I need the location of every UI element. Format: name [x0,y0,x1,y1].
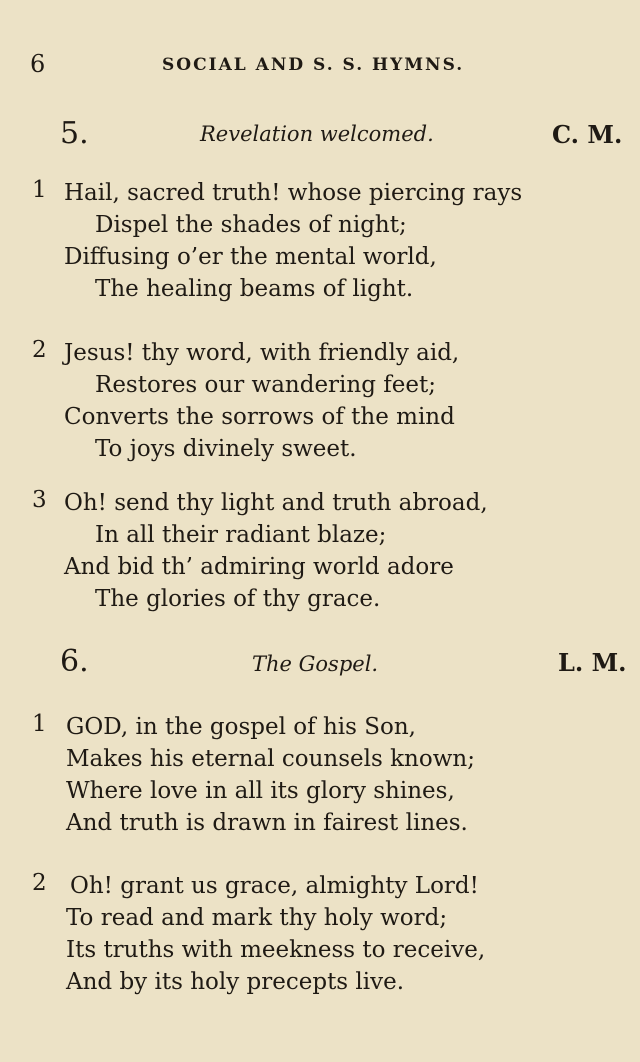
hymn-meter: C. M. [552,120,623,149]
verse-line: In all their radiant blaze; [95,522,387,548]
verse-line: And bid th’ admiring world adore [64,554,454,580]
hymn-number: 5. [60,116,89,151]
running-title: SOCIAL AND S. S. HYMNS. [162,55,465,75]
verse-line: To joys divinely sweet. [95,436,357,462]
hymn-header [0,116,640,156]
verse-line: Makes his eternal counsels known; [66,746,475,772]
hymn-title: The Gospel. [252,652,379,676]
verse-line: Restores our wandering feet; [95,372,436,398]
verse-line: Hail, sacred truth! whose piercing rays [64,180,523,206]
stanza-number: 1 [32,711,47,737]
verse-line: And by its holy precepts live. [66,969,405,995]
verse-line: The glories of thy grace. [95,586,381,612]
verse-line: Converts the sorrows of the mind [64,404,455,430]
hymn-header [0,644,640,684]
verse-line: The healing beams of light. [95,276,414,302]
verse-line: Jesus! thy word, with friendly aid, [64,340,460,366]
page-number: 6 [30,50,46,78]
verse-line: Oh! send thy light and truth abroad, [64,490,488,516]
hymn-meter: L. M. [558,648,627,677]
verse-line: And truth is drawn in fairest lines. [66,810,468,836]
verse-line: Its truths with meekness to receive, [66,937,486,963]
stanza-number: 3 [32,487,47,513]
verse-line: To read and mark thy holy word; [66,905,448,931]
stanza-number: 2 [32,337,47,363]
verse-line: Where love in all its glory shines, [66,778,455,804]
verse-line: GOD, in the gospel of his Son, [66,714,416,740]
stanza-number: 2 [32,870,47,896]
verse-line: Diffusing o’er the mental world, [64,244,437,270]
running-head [0,50,640,82]
verse-line: Oh! grant us grace, almighty Lord! [70,873,479,899]
verse-line: Dispel the shades of night; [95,212,407,238]
hymn-title: Revelation welcomed. [200,122,434,146]
stanza-number: 1 [32,177,47,203]
hymn-number: 6. [60,644,89,679]
